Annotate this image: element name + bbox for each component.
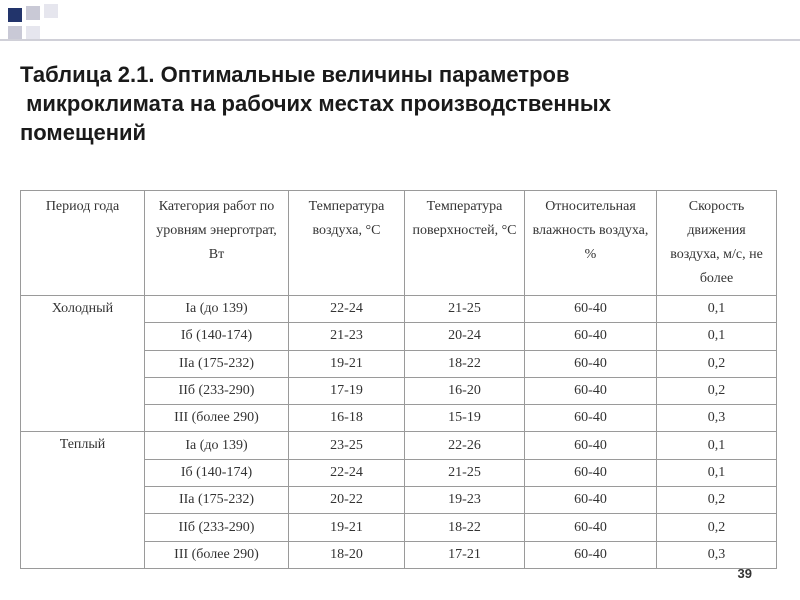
surface-temp-cell: 21-25 bbox=[405, 459, 525, 486]
period-cell bbox=[21, 377, 145, 404]
surface-temp-cell: 18-22 bbox=[405, 514, 525, 541]
surface-temp-cell: 16-20 bbox=[405, 377, 525, 404]
humidity-cell: 60-40 bbox=[525, 432, 657, 459]
air-speed-cell: 0,1 bbox=[657, 459, 777, 486]
air-speed-cell: 0,3 bbox=[657, 405, 777, 432]
category-cell: Iа (до 139) bbox=[145, 296, 289, 323]
category-cell: IIб (233-290) bbox=[145, 514, 289, 541]
table-row bbox=[21, 459, 777, 486]
category-cell: IIа (175-232) bbox=[145, 487, 289, 514]
header-divider bbox=[0, 39, 800, 41]
table-row bbox=[21, 514, 777, 541]
humidity-cell: 60-40 bbox=[525, 405, 657, 432]
slide-title bbox=[20, 60, 760, 147]
humidity-cell: 60-40 bbox=[525, 541, 657, 568]
air-speed-cell: 0,2 bbox=[657, 487, 777, 514]
header-air-temp: Температура воздуха, °С bbox=[289, 191, 405, 296]
surface-temp-cell: 19-23 bbox=[405, 487, 525, 514]
category-cell: Iб (140-174) bbox=[145, 459, 289, 486]
category-cell: III (более 290) bbox=[145, 541, 289, 568]
category-cell: Iа (до 139) bbox=[145, 432, 289, 459]
title-line: микроклимата на рабочих местах производственных bbox=[20, 91, 611, 116]
title-line: помещений bbox=[20, 120, 147, 145]
air-speed-cell: 0,1 bbox=[657, 432, 777, 459]
humidity-cell: 60-40 bbox=[525, 377, 657, 404]
air-temp-cell: 16-18 bbox=[289, 405, 405, 432]
period-cell: Теплый bbox=[21, 432, 145, 459]
air-temp-cell: 17-19 bbox=[289, 377, 405, 404]
category-cell: IIб (233-290) bbox=[145, 377, 289, 404]
table-row bbox=[21, 432, 777, 459]
air-temp-cell: 20-22 bbox=[289, 487, 405, 514]
air-temp-cell: 18-20 bbox=[289, 541, 405, 568]
title-line: Таблица 2.1. Оптимальные величины параметров bbox=[20, 62, 570, 87]
period-cell bbox=[21, 405, 145, 432]
table-row bbox=[21, 405, 777, 432]
table-header-row bbox=[21, 191, 777, 296]
humidity-cell: 60-40 bbox=[525, 514, 657, 541]
air-speed-cell: 0,2 bbox=[657, 350, 777, 377]
air-temp-cell: 22-24 bbox=[289, 296, 405, 323]
surface-temp-cell: 22-26 bbox=[405, 432, 525, 459]
period-cell bbox=[21, 514, 145, 541]
air-temp-cell: 19-21 bbox=[289, 514, 405, 541]
table-row bbox=[21, 487, 777, 514]
period-cell bbox=[21, 350, 145, 377]
surface-temp-cell: 18-22 bbox=[405, 350, 525, 377]
decorative-squares bbox=[0, 0, 70, 55]
table-row bbox=[21, 541, 777, 568]
table-row bbox=[21, 296, 777, 323]
humidity-cell: 60-40 bbox=[525, 350, 657, 377]
header-air-speed: Скорость движения воздуха, м/с, не более bbox=[657, 191, 777, 296]
air-speed-cell: 0,1 bbox=[657, 296, 777, 323]
air-speed-cell: 0,2 bbox=[657, 514, 777, 541]
surface-temp-cell: 17-21 bbox=[405, 541, 525, 568]
period-cell bbox=[21, 541, 145, 568]
period-cell bbox=[21, 459, 145, 486]
period-cell bbox=[21, 323, 145, 350]
humidity-cell: 60-40 bbox=[525, 487, 657, 514]
table-row bbox=[21, 323, 777, 350]
period-cell: Холодный bbox=[21, 296, 145, 323]
page-number: 39 bbox=[737, 566, 752, 581]
header-period: Период года bbox=[21, 191, 145, 296]
period-cell bbox=[21, 487, 145, 514]
header-category: Категория работ по уровням энерготрат, Вт bbox=[145, 191, 289, 296]
air-temp-cell: 21-23 bbox=[289, 323, 405, 350]
surface-temp-cell: 21-25 bbox=[405, 296, 525, 323]
surface-temp-cell: 15-19 bbox=[405, 405, 525, 432]
category-cell: Iб (140-174) bbox=[145, 323, 289, 350]
table-row bbox=[21, 377, 777, 404]
category-cell: III (более 290) bbox=[145, 405, 289, 432]
humidity-cell: 60-40 bbox=[525, 296, 657, 323]
air-temp-cell: 23-25 bbox=[289, 432, 405, 459]
category-cell: IIа (175-232) bbox=[145, 350, 289, 377]
header-humidity: Относительная влажность воздуха, % bbox=[525, 191, 657, 296]
table-row bbox=[21, 350, 777, 377]
humidity-cell: 60-40 bbox=[525, 459, 657, 486]
air-temp-cell: 19-21 bbox=[289, 350, 405, 377]
humidity-cell: 60-40 bbox=[525, 323, 657, 350]
header-surface-temp: Температура поверхностей, °С bbox=[405, 191, 525, 296]
air-speed-cell: 0,2 bbox=[657, 377, 777, 404]
air-speed-cell: 0,3 bbox=[657, 541, 777, 568]
microclimate-table bbox=[20, 190, 777, 569]
air-speed-cell: 0,1 bbox=[657, 323, 777, 350]
air-temp-cell: 22-24 bbox=[289, 459, 405, 486]
surface-temp-cell: 20-24 bbox=[405, 323, 525, 350]
